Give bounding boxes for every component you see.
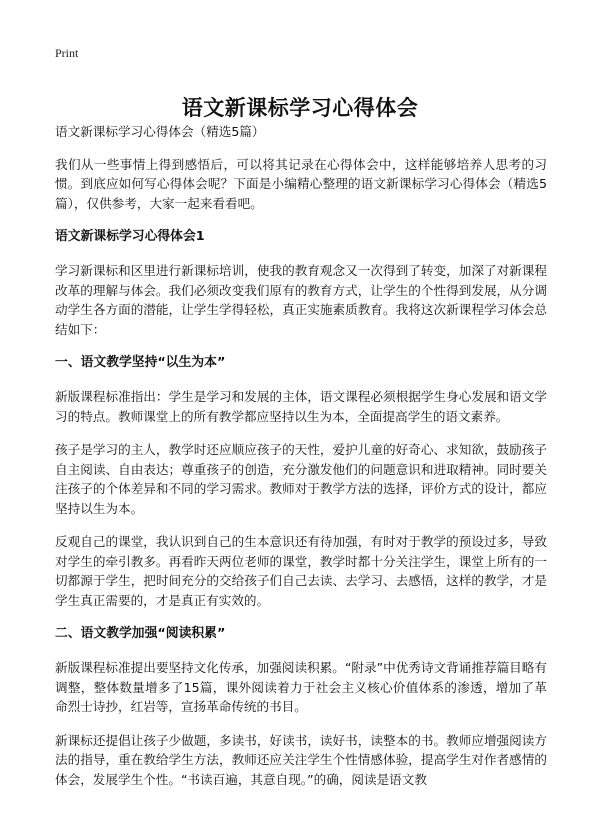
print-link[interactable]: Print [55, 46, 79, 60]
intro-paragraph: 我们从一些事情上得到感悟后，可以将其记录在心得体会中，这样能够培养人思考的习惯。到底应如何写心得体会呢？下面是小编精心整理的语文新课标学习心得体会（精选5篇），仅供参考，大家一起来看看吧。 [55, 156, 547, 211]
subheading-2: 二、语文教学加强“阅读积累” [55, 626, 226, 641]
paragraph: 学习新课标和区里进行新课标培训，使我的教育观念又一次得到了转变，加深了对新课程改革的理解与体会。我们必须改变我们原有的教育方式，让学生的个性得到发展，从分调动学生各方面的潜能，让学生学得轻松，真正实施素质教育。我将这次新课程学习体会总结如下： [55, 263, 547, 337]
article-body [55, 122, 547, 803]
paragraph: 新课标还提倡让孩子少做题，多读书，好读书，读好书，读整本的书。教师应增强阅读方法的指导，重在教给学生方法，教师还应关注学生个性情感体验，提高学生对作者感情的体会，发展学生个性。“书读百遍，其意自现。”的确，阅读是语文教 [55, 732, 547, 787]
subheading-1: 一、语文教学坚持“以生为本” [55, 355, 226, 370]
section-heading: 语文新课标学习心得体会1 [55, 229, 205, 244]
article-subtitle: 语文新课标学习心得体会（精选5篇） [55, 124, 265, 139]
paragraph: 孩子是学习的主人，教学时还应顺应孩子的天性，爱护儿童的好奇心、求知欲，鼓励孩子自主阅读、自由表达；尊重孩子的创造，充分激发他们的问题意识和进取精神。同时要关注孩子的个体差异和不同的学习需求。教师对于教学方法的选择，评价方式的设计，都应坚持以生为本。 [55, 442, 547, 516]
paragraph: 新版课程标准提出要坚持文化传承，加强阅读积累。“附录”中优秀诗文背诵推荐篇目略有调整，整体数量增多了15篇，课外阅读着力于社会主义核心价值体系的渗透，增加了革命烈士诗抄，红岩等，宣扬革命传统的书目。 [55, 660, 547, 714]
paragraph: 新版课程标准指出：学生是学习和发展的主体，语文课程必须根据学生身心发展和语文学习的特点。教师课堂上的所有教学都应坚持以生为本，全面提高学生的语文素养。 [55, 389, 547, 424]
paragraph: 反观自己的课堂，我认识到自己的生本意识还有待加强，有时对于教学的预设过多，导致对学生的牵引教多。再看昨天两位老师的课堂，教学时都十分关注学生，课堂上所有的一切都源于学生，把时间充分的交给孩子们自己去读、去学习、去感悟，这样的教学，才是学生真正需要的，才是真正有实效的。 [55, 534, 547, 608]
page-title: 语文新课标学习心得体会 [181, 96, 419, 121]
